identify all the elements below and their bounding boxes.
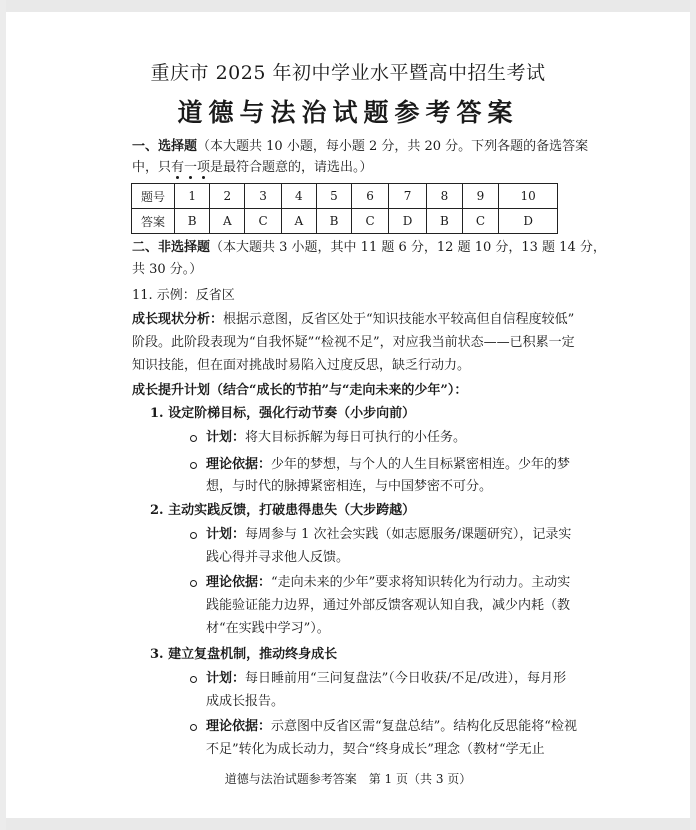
plan-label: 计划： [206, 430, 246, 445]
answer-cell: B [427, 209, 462, 234]
question-number-cell: 2 [210, 184, 245, 209]
section2-desc-a: （本大题共 3 小题，其中 11 题 6 分，12 题 10 分，13 题 14 分， [210, 240, 606, 255]
section2-desc-b: 共 30 分。） [132, 262, 203, 277]
answer-table [131, 183, 558, 234]
answer-cell: B [175, 209, 210, 234]
plan-heading: 成长提升计划（结合“成长的节拍”与“走向未来的少年”）： [132, 383, 468, 398]
q11-analysis-line3: 知识技能，但在面对挑战时易陷入过度反思，缺乏行动力。 [132, 358, 471, 373]
plan-text: 每周参与 1 次社会实践（如志愿服务/课题研究），记录实 [245, 527, 572, 542]
analysis-text: 根据示意图，反省区处于“知识技能水平较高但自信程度较低” [223, 312, 575, 327]
answer-cell: D [388, 209, 426, 234]
step3-basis-line2: 不足”转化为成长动力，契合“终身成长”理念（教材“学无止 [206, 742, 545, 757]
section1-desc-b: 中，只有一项是最符合题意的，请选出。） [132, 160, 373, 175]
question-number-cell: 9 [462, 184, 499, 209]
section2-heading: 二、非选择题 [132, 240, 211, 255]
basis-text: “走向未来的少年”要求将知识转化为行动力。主动实 [271, 575, 571, 590]
answer-cell: B [316, 209, 351, 234]
question-number-cell: 6 [352, 184, 389, 209]
step2-title: 2. 主动实践反馈，打破患得患失（大步跨越） [150, 503, 416, 518]
emphasis-dot [189, 176, 192, 179]
section1-heading: 一、选择题 [132, 139, 198, 154]
step2-plan [206, 527, 572, 543]
q11-analysis-line1 [132, 312, 575, 328]
bullet-circle-icon [190, 676, 198, 684]
row-label-question: 题号 [132, 184, 175, 209]
row-label-answer: 答案 [132, 209, 175, 234]
step1-title: 1. 设定阶梯目标，强化行动节奏（小步向前） [150, 406, 416, 421]
q11-analysis-line2: 阶段。此阶段表现为“自我怀疑”“检视不足”，对应我当前状态——已积累一定 [132, 335, 575, 350]
question-number-cell: 10 [499, 184, 558, 209]
question-number-cell: 7 [388, 184, 426, 209]
basis-text: 少年的梦想，与个人的人生目标紧密相连。少年的梦 [271, 457, 571, 472]
basis-label: 理论依据： [206, 575, 272, 590]
step1-plan [206, 430, 556, 446]
question-number-row [132, 184, 558, 209]
step3-title: 3. 建立复盘机制，推动终身成长 [150, 647, 338, 662]
answer-cell: C [352, 209, 389, 234]
analysis-label: 成长现状分析： [132, 312, 224, 327]
question-number-cell: 3 [245, 184, 282, 209]
section1-desc-a: （本大题共 10 小题，每小题 2 分，共 20 分。下列各题的备选答案 [197, 139, 589, 154]
plan-label: 计划： [206, 671, 246, 686]
question-number-cell: 1 [175, 184, 210, 209]
answer-cell: A [210, 209, 245, 234]
plan-text: 将大目标拆解为每日可执行的小任务。 [245, 430, 467, 445]
step1-basis-line2: 想，与时代的脉搏紧密相连，与中国梦密不可分。 [206, 479, 493, 494]
step2-basis-line2: 践能验证能力边界，通过外部反馈客观认知自我，减少内耗（教 [206, 598, 571, 613]
answer-cell: A [281, 209, 316, 234]
step2-basis [206, 575, 571, 591]
exam-title: 重庆市 2025 年初中学业水平暨高中招生考试 [150, 62, 546, 84]
step3-basis [206, 719, 577, 735]
basis-text: 示意图中反省区需“复盘总结”。结构化反思能将“检视 [271, 719, 577, 734]
answer-cell: C [245, 209, 282, 234]
answer-cell: C [462, 209, 499, 234]
question-number-cell: 8 [427, 184, 462, 209]
step2-plan-line2: 践心得并寻求他人反馈。 [206, 550, 350, 565]
answer-cell: D [499, 209, 558, 234]
viewer-frame-bottom [0, 818, 696, 830]
plan-text: 每日睡前用“三问复盘法”（今日收获/不足/改进），每月形 [245, 671, 567, 686]
section2-intro [132, 240, 606, 256]
section1-intro [132, 139, 589, 155]
emphasis-dot [202, 176, 205, 179]
document-title: 道德与法治试题参考答案 [177, 98, 519, 127]
step2-basis-line3: 材“在实践中学习”）。 [206, 621, 330, 636]
basis-label: 理论依据： [206, 719, 272, 734]
bullet-circle-icon [190, 532, 198, 540]
bullet-circle-icon [190, 724, 198, 732]
step3-plan-line2: 成成长报告。 [206, 694, 285, 709]
emphasis-dot [176, 176, 179, 179]
q11-label: 11. 示例：反省区 [132, 288, 235, 303]
plan-label: 计划： [206, 527, 246, 542]
question-number-cell: 5 [316, 184, 351, 209]
basis-label: 理论依据： [206, 457, 272, 472]
step1-basis [206, 457, 571, 473]
question-number-cell: 4 [281, 184, 316, 209]
bullet-circle-icon [190, 462, 198, 470]
page-footer: 道德与法治试题参考答案 第 1 页（共 3 页） [224, 772, 472, 786]
viewer-frame-top [0, 0, 696, 12]
step3-plan [206, 671, 567, 687]
bullet-circle-icon [190, 435, 198, 443]
answer-row [132, 209, 558, 234]
bullet-circle-icon [190, 580, 198, 588]
